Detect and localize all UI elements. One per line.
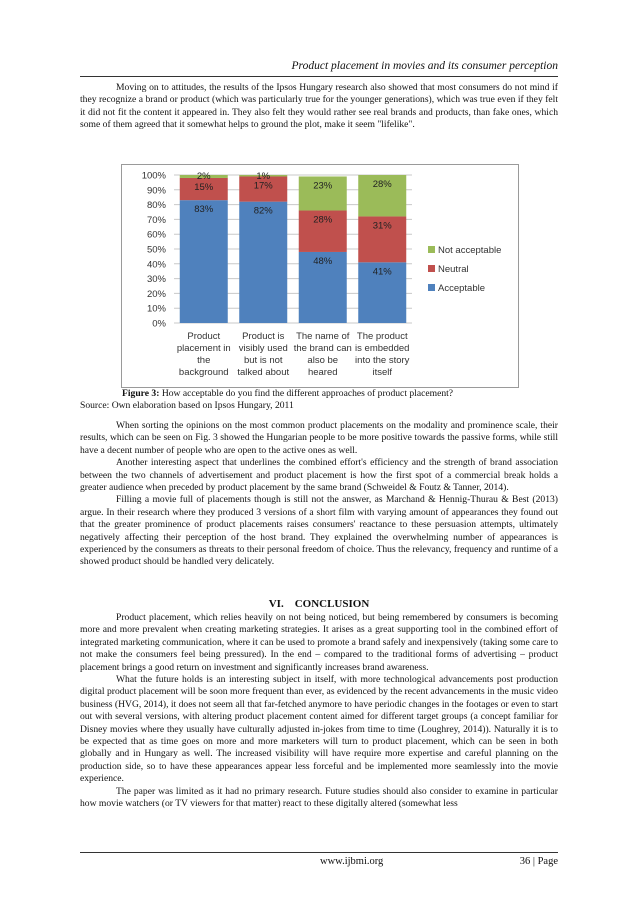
y-tick-label: 30% xyxy=(146,274,166,286)
x-tick-label: into the story xyxy=(355,355,410,366)
paragraph: What the future holds is an interesting subject in itself, with more technological advancements post production digital product placement will be soon more frequent than ever, as evidenced by the recent advancements in the music video business (HVG, 2014), it does not seem all that far-fetched anymore to have periodic changes in the footages or even to start out with several versions, with altering product placement content aimed for different target groups (a concept familiar for Disney movies where they usually have culturally adjusted in-jokes from time to time (Loughrey, 2014)). Naturally it is to be expected that as time goes on more and more marketers will turn to product placement, which can be seen in both globally and in Hungary as well. The increased visibility will have require more expertise and careful planning on the production side, so to have these appearances appear less forceful and be implemented more seamlessly into the movie experience. xyxy=(80,674,559,785)
data-label: 41% xyxy=(372,266,392,278)
data-label: 2% xyxy=(196,171,211,182)
paragraph: The paper was limited as it had no primary research. Future studies should also consider to examine in particular how movie watchers (or TV viewers for that matter) react to these digitally altered (somewhat less xyxy=(80,785,558,810)
bar-segment xyxy=(180,200,228,323)
y-tick-label: 100% xyxy=(141,170,166,182)
x-tick-label: visibly used xyxy=(238,343,288,354)
section-heading xyxy=(80,598,558,610)
x-tick-label: the xyxy=(197,355,211,366)
paragraph: Product placement, which relies heavily on not being noticed, but being remembered by consumers is becoming more and more prevalent when creating marketing strategies. It arises as a great supporting tool in the combined effort of integrated marketing communication, where it can be used to promote a brand safely and inexpensively (taking some care to not make the consumers feel being pressured). In the end – compared to the traditional forms of advertising – product placement brings a good return on investment and significantly increases brand awareness. xyxy=(80,612,558,673)
x-tick-label: also be xyxy=(307,355,339,366)
paragraph: When sorting the opinions on the most common product placements on the modality and prominence scale, their results, which can be seen on Fig. 3 showed the Hungarian people to be more positive towards the passive forms, while still have a decent number of people who are open to the active ones as well. xyxy=(80,420,558,456)
data-label: 28% xyxy=(313,214,333,226)
data-label: 83% xyxy=(194,204,214,216)
intro-text xyxy=(80,82,558,132)
acceptance-chart xyxy=(121,164,519,388)
data-label: 48% xyxy=(313,255,333,267)
section-number: VI. xyxy=(268,598,284,610)
data-label: 82% xyxy=(253,205,273,217)
y-tick-label: 10% xyxy=(146,303,166,315)
x-tick-label: placement in xyxy=(176,343,231,354)
y-tick-label: 50% xyxy=(146,244,166,256)
y-tick-label: 70% xyxy=(146,214,166,226)
x-tick-label: background xyxy=(178,367,229,378)
y-tick-label: 0% xyxy=(152,318,166,330)
y-tick-label: 40% xyxy=(146,259,166,271)
legend-label: Acceptable xyxy=(438,283,486,294)
caption-label: Figure 3: xyxy=(122,388,160,399)
caption-text: How acceptable do you find the different approaches of product placement? xyxy=(161,388,454,399)
running-header: Product placement in movies and its consumer perception xyxy=(291,60,558,72)
legend-label: Neutral xyxy=(438,264,469,275)
figure-caption xyxy=(80,388,558,412)
x-tick-label: heared xyxy=(307,367,338,378)
conclusion-text xyxy=(80,612,558,811)
legend-swatch xyxy=(428,265,435,272)
legend-label: Not acceptable xyxy=(438,245,502,256)
data-label: 15% xyxy=(194,181,214,193)
figure-source: Source: Own elaboration based on Ipsos Hungary, 2011 xyxy=(80,400,294,411)
x-tick-label: but is not xyxy=(243,355,283,366)
data-label: 28% xyxy=(372,179,392,190)
stacked-bar-chart xyxy=(122,165,518,387)
y-tick-label: 90% xyxy=(146,185,166,197)
x-tick-label: itself xyxy=(372,367,393,378)
data-label: 31% xyxy=(372,220,392,232)
x-tick-label: talked about xyxy=(237,367,290,378)
journal-url: www.ijbmi.org xyxy=(320,856,384,867)
y-tick-label: 60% xyxy=(146,229,166,241)
bar-segment xyxy=(239,202,287,323)
legend-swatch xyxy=(428,246,435,253)
data-label: 23% xyxy=(313,180,333,192)
x-tick-label: Product is xyxy=(242,331,285,342)
x-tick-label: the brand can xyxy=(293,343,352,354)
x-tick-label: The name of xyxy=(296,331,350,342)
y-tick-label: 80% xyxy=(146,200,166,212)
header-rule xyxy=(80,76,558,77)
x-tick-label: The product xyxy=(356,331,408,342)
paragraph: Moving on to attitudes, the results of the Ipsos Hungary research also showed that most consumers do not mind if they recognize a brand or product (which was particularly true for the younger generations), which was true even if they felt it did not fit the content it appeared in. They also felt they would rather see real brands and products, than fake ones, which some of them agreed that it somewhat helps to ground the plot, make it seem "lifelike". xyxy=(80,82,558,131)
section-title: CONCLUSION xyxy=(294,598,370,610)
paragraph: Another interesting aspect that underlines the combined effort's efficiency and the strength of brand association between the two channels of advertisement and product placement is how the first spot of a commercial break holds a greater audience when preceded by product placement by the same brand (Schweidel & Foutz & Tanner, 2014). xyxy=(80,457,558,494)
y-tick-label: 20% xyxy=(146,288,166,300)
legend-swatch xyxy=(428,284,435,291)
x-tick-label: Product xyxy=(187,331,221,342)
page-number: 36 | Page xyxy=(519,856,558,867)
paragraph: Filling a movie full of placements though is still not the answer, as Marchand & Hennig-Thurau & Best (2013) argue. In their research where they produced 3 versions of a short film with varying amount of appearances they found out that the greater prominence of product placements raises consumers' reactance to these persuasion attempts, ultimately negatively affecting their perception of the host brand. They explained the overwhelming number of appearances is experienced by the consumers as threats to their personal freedom of choice. Thus the relevancy, frequency and runtime of a showed product should be handled very delicately. xyxy=(80,494,558,568)
data-label: 17% xyxy=(253,180,273,192)
footer-rule xyxy=(80,852,558,853)
data-label: 1% xyxy=(256,171,271,182)
x-tick-label: is embedded xyxy=(355,343,410,354)
middle-text xyxy=(80,420,558,569)
